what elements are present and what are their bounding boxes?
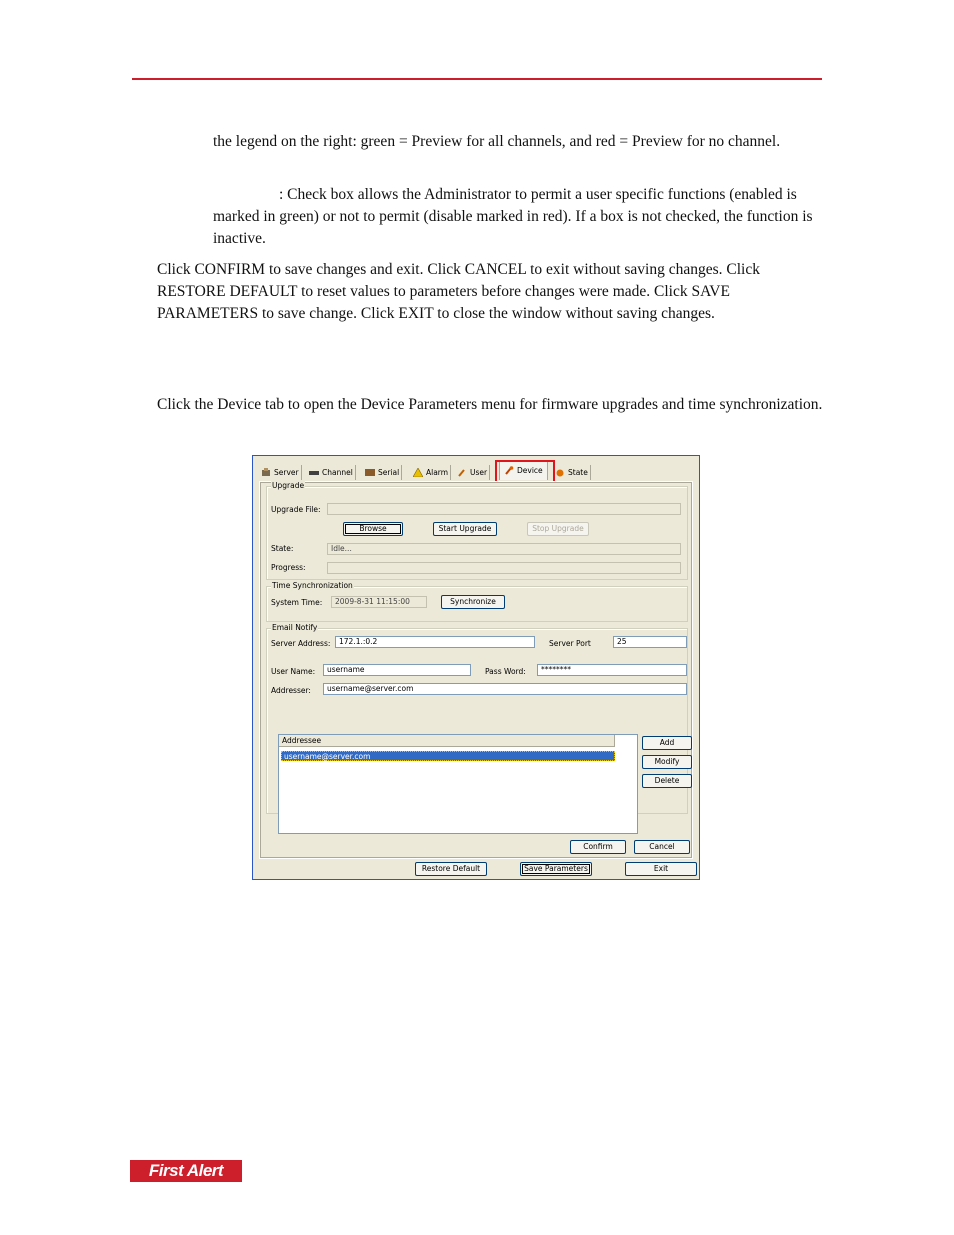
save-parameters-button[interactable]: Save Parameters <box>520 862 592 876</box>
alarm-icon <box>413 468 423 477</box>
tab-device[interactable]: Device <box>499 460 548 480</box>
email-notify-title: Email Notify <box>272 623 318 632</box>
server-port-input[interactable]: 25 <box>613 636 687 648</box>
progress-label: Progress: <box>271 563 306 572</box>
modify-button[interactable]: Modify <box>642 755 692 769</box>
addressee-column-header[interactable]: Addressee <box>279 735 615 747</box>
add-button[interactable]: Add <box>642 736 692 750</box>
password-input[interactable]: ******** <box>537 664 687 676</box>
exit-button[interactable]: Exit <box>625 862 697 876</box>
server-port-label: Server Port <box>549 639 591 648</box>
paragraph-legend: the legend on the right: green = Preview for all channels, and red = Preview for no channel. <box>213 133 781 150</box>
device-parameters-screenshot <box>252 455 700 880</box>
cancel-button[interactable]: Cancel <box>634 840 690 854</box>
restore-default-button[interactable]: Restore Default <box>415 862 487 876</box>
server-address-input[interactable]: 172.1.:0.2 <box>335 636 535 648</box>
user-icon <box>457 468 467 477</box>
system-time-field: 2009-8-31 11:15:00 <box>331 596 427 608</box>
browse-button[interactable]: Browse <box>343 522 403 536</box>
system-time-label: System Time: <box>271 598 323 607</box>
user-name-input[interactable]: username <box>323 664 471 676</box>
first-alert-logo: First Alert <box>130 1160 242 1182</box>
list-item[interactable]: username@server.com <box>281 751 615 761</box>
paragraph-device-tab: Click the Device tab to open the Device Parameters menu for firmware upgrades and time synchronization. <box>157 396 823 413</box>
state-field: Idle... <box>327 543 681 555</box>
stop-upgrade-button[interactable]: Stop Upgrade <box>527 522 589 536</box>
device-panel <box>259 481 693 859</box>
server-address-label: Server Address: <box>271 639 331 648</box>
addresser-label: Addresser: <box>271 686 311 695</box>
start-upgrade-button[interactable]: Start Upgrade <box>433 522 497 536</box>
addressee-list[interactable] <box>278 734 638 834</box>
confirm-button[interactable]: Confirm <box>570 840 626 854</box>
state-label: State: <box>271 544 294 553</box>
paragraph-buttons: Click CONFIRM to save changes and exit. Click CANCEL to exit without saving changes. Click RESTORE DEFAULT to reset values to parameters before changes were made. Click SAVE PARAMETERS to save change. Click EXIT to close the window without saving changes. <box>157 261 760 322</box>
addresser-input[interactable]: username@server.com <box>323 683 687 695</box>
state-icon <box>555 468 565 477</box>
tab-user[interactable]: User <box>457 465 490 480</box>
tab-channel[interactable]: Channel <box>309 465 356 480</box>
password-label: Pass Word: <box>485 667 526 676</box>
synchronize-button[interactable]: Synchronize <box>441 595 505 609</box>
progress-bar <box>327 562 681 574</box>
tab-serial[interactable]: Serial <box>365 465 402 480</box>
tab-state[interactable]: State <box>555 465 591 480</box>
delete-button[interactable]: Delete <box>642 774 692 788</box>
upgrade-group-title: Upgrade <box>272 481 305 490</box>
user-name-label: User Name: <box>271 667 316 676</box>
serial-icon <box>365 468 375 477</box>
tab-strip <box>257 460 693 482</box>
upgrade-file-field[interactable] <box>327 503 681 515</box>
channel-icon <box>309 468 319 477</box>
tab-alarm[interactable]: Alarm <box>413 465 451 480</box>
header-rule <box>132 78 822 80</box>
upgrade-group <box>266 481 688 580</box>
paragraph-checkbox: : Check box allows the Administrator to permit a user specific functions (enabled is marked in green) or not to permit (disable marked in red). If a box is not checked, the function is inactive. <box>213 186 813 247</box>
time-sync-group <box>266 581 688 622</box>
tab-server[interactable]: Server <box>261 465 302 480</box>
time-sync-title: Time Synchronization <box>272 581 353 590</box>
upgrade-file-label: Upgrade File: <box>271 505 321 514</box>
server-icon <box>261 468 271 477</box>
